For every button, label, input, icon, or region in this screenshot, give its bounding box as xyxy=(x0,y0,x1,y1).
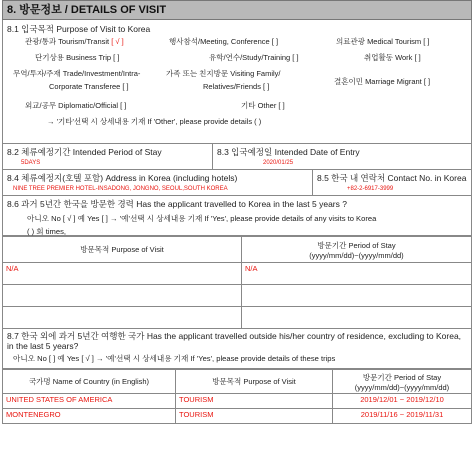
korea-travel-table xyxy=(2,236,472,329)
other-travel-label: 8.7 한국 외에 과거 5년간 여행한 국가 Has the applicant travelled outside his/her country of residence, excluding to Korea, in the last 5 years? xyxy=(7,331,462,351)
korea-col-purpose: 방문목적 Purpose of Visit xyxy=(3,237,242,263)
period-of-stay-cell xyxy=(3,144,213,169)
korea-travel-answer[interactable]: 아니오 No [ √ ] 예 Yes [ ] → '예'선택 시 상세내용 기재 If 'Yes', please provide details of any visits to Korea xyxy=(27,214,377,223)
other-travel-table xyxy=(2,369,472,424)
other-row-country[interactable]: UNITED STATES OF AMERICA xyxy=(3,394,176,409)
table-row xyxy=(3,307,472,329)
purpose-option-family-cont: Relatives/Friends [ ] xyxy=(203,82,270,91)
address-label: 8.4 체류예정지(호텔 포함) Address in Korea (including hotels) xyxy=(7,173,238,183)
purpose-option-business[interactable]: 단기상용 Business Trip [ ] xyxy=(35,53,120,62)
entry-date-cell xyxy=(213,144,471,169)
purpose-option-work[interactable]: 취업활동 Work [ ] xyxy=(364,53,421,62)
contact-label: 8.5 한국 내 연락처 Contact No. in Korea xyxy=(317,173,467,183)
purpose-option-tourism-label: 관광/통과 Tourism/Transit xyxy=(25,37,110,46)
korea-row-period[interactable]: N/A xyxy=(242,263,472,285)
purpose-option-marriage[interactable]: 결혼이민 Marriage Migrant [ ] xyxy=(334,77,431,86)
purpose-label: 8.1 입국목적 Purpose of Visit to Korea xyxy=(7,24,151,34)
table-row xyxy=(3,285,472,307)
period-of-stay-value[interactable]: 5DAYS xyxy=(21,160,41,166)
korea-col-period xyxy=(242,237,472,263)
contact-cell xyxy=(313,170,471,195)
other-col-period xyxy=(333,370,472,394)
purpose-option-trade-cont: Corporate Transferee [ ] xyxy=(49,82,129,91)
other-row-period[interactable]: 2019/12/01 ~ 2019/12/10 xyxy=(333,394,472,409)
korea-travel-label: 8.6 과거 5년간 한국을 방문한 경력 Has the applicant travelled to Korea in the last 5 years ? xyxy=(7,199,347,209)
korea-row-purpose[interactable] xyxy=(3,285,242,307)
korea-col-period-label: 방문기간 Period of Stay xyxy=(317,240,396,250)
purpose-option-other[interactable]: 기타 Other [ ] xyxy=(241,101,285,110)
other-row-country[interactable]: MONTENEGRO xyxy=(3,409,176,424)
korea-col-period-format: (yyyy/mm/dd)~(yyyy/mm/dd) xyxy=(309,250,404,260)
table-row xyxy=(3,394,472,409)
korea-row-purpose[interactable] xyxy=(3,307,242,329)
korea-row-purpose[interactable]: N/A xyxy=(3,263,242,285)
purpose-option-trade[interactable]: 무역/투자/주재 Trade/Investment/Intra- xyxy=(13,69,141,78)
entry-date-label: 8.3 입국예정일 Intended Date of Entry xyxy=(217,147,360,157)
purpose-section xyxy=(2,20,472,144)
korea-travel-times[interactable]: ( ) 회 times, xyxy=(27,227,66,236)
other-row-purpose[interactable]: TOURISM xyxy=(176,394,333,409)
other-travel-section xyxy=(2,329,472,369)
other-row-period[interactable]: 2019/11/16 ~ 2019/11/31 xyxy=(333,409,472,424)
contact-value[interactable]: +82-2-6917-3999 xyxy=(347,186,394,192)
table-row xyxy=(3,263,472,285)
korea-travel-section xyxy=(2,196,472,236)
purpose-other-details[interactable]: → '기타'선택 시 상세내용 기재 If 'Other', please provide details ( ) xyxy=(47,117,262,126)
other-col-period-label: 방문기간 Period of Stay xyxy=(362,372,442,382)
korea-row-period[interactable] xyxy=(242,285,472,307)
other-col-country: 국가명 Name of Country (in English) xyxy=(3,370,176,394)
korea-row-period[interactable] xyxy=(242,307,472,329)
purpose-option-meeting[interactable]: 행사참석/Meeting, Conference [ ] xyxy=(169,37,279,46)
purpose-option-tourism[interactable] xyxy=(25,36,124,47)
purpose-option-medical[interactable]: 의료관광 Medical Tourism [ ] xyxy=(336,37,430,46)
period-of-stay-label: 8.2 체류예정기간 Intended Period of Stay xyxy=(7,147,162,157)
table-row xyxy=(3,409,472,424)
address-value[interactable]: NINE TREE PREMIER HOTEL-INSADONG, JONGNO, SEOUL,SOUTH KOREA xyxy=(13,186,228,192)
section-title: 8. 방문정보 / DETAILS OF VISIT xyxy=(2,0,472,20)
purpose-option-study[interactable]: 유학/연수/Study/Training [ ] xyxy=(209,53,299,62)
other-row-purpose[interactable]: TOURISM xyxy=(176,409,333,424)
entry-date-value[interactable]: 2020/01/25 xyxy=(263,160,294,166)
other-travel-answer[interactable]: 아니오 No [ ] 예 Yes [ √ ] → '예'선택 시 상세내용 기재 If 'Yes', please provide details of these trips xyxy=(13,354,336,363)
stay-dates-row xyxy=(2,144,472,170)
address-cell xyxy=(3,170,313,195)
purpose-option-diplomatic[interactable]: 외교/공무 Diplomatic/Official [ ] xyxy=(25,101,127,110)
purpose-option-family[interactable]: 가족 또는 친지방문 Visiting Family/ xyxy=(166,69,281,78)
other-col-period-format: (yyyy/mm/dd)~(yyyy/mm/dd) xyxy=(354,382,450,392)
other-col-purpose: 방문목적 Purpose of Visit xyxy=(176,370,333,394)
address-contact-row xyxy=(2,170,472,196)
purpose-tourism-checkmark: [ √ ] xyxy=(111,37,124,46)
